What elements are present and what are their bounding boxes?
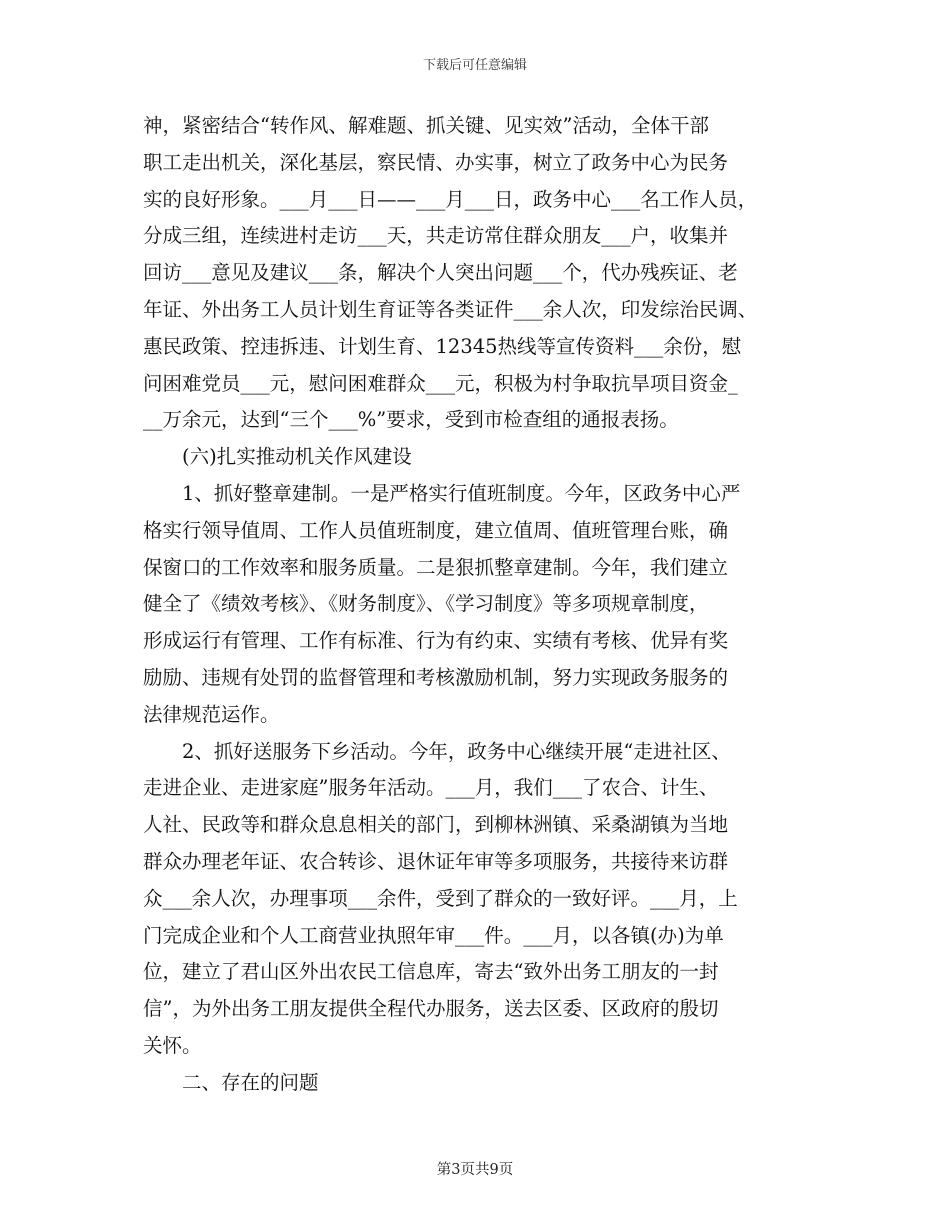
text-line: 格实行领导值周、工作人员值班制度，建立值周、值班管理台账，确 [143,518,729,542]
text-line: 年证、外出务工人员计划生育证等各类证件___余人次，印发综治民调、 [143,297,758,321]
text-line: 形成运行有管理、工作有标准、行为有约束、实绩有考核、优异有奖 [143,629,729,653]
text-line: 神，紧密结合“转作风、解难题、抓关键、见实效”活动，全体干部 [143,114,709,137]
text-line: 1、抓好整章建制。一是严格实行值班制度。今年，区政务中心严 [143,481,741,505]
page-number-footer: 第3页共9页 [436,1162,514,1178]
text-line: 惠民政策、控违拆违、计划生育、12345热线等宣传资料___余份，慰 [143,334,742,358]
page-header: 下载后可任意编辑 [422,58,527,73]
text-line: 信”，为外出务工朋友提供全程代办服务，送去区委、区政府的殷切 [143,997,719,1021]
text-line: __万余元，达到“三个___%”要求，受到市检查组的通报表扬。 [143,408,679,432]
text-line: 群众办理老年证、农合转诊、退休证年审等多项服务，共接待来访群 [143,849,729,873]
text-line: 走进企业、走进家庭”服务年活动。___月，我们___了农合、计生、 [143,776,719,800]
text-line: 分成三组，连续进村走访___天，共走访常住群众朋友___户，收集并 [143,224,729,248]
text-line: 问困难党员___元，慰问困难群众___元，积极为村争取抗旱项目资金_ [143,371,738,395]
text-line: 实的良好形象。___月___日——___月___日，政务中心___名工作人员， [143,187,758,211]
text-line: 健全了《绩效考核》、《财务制度》、《学习制度》等多项规章制度， [143,592,709,616]
text-line: 职工走出机关，深化基层，察民情、办实事，树立了政务中心为民务 [143,150,729,174]
text-line: 法律规范运作。 [143,702,280,726]
document-body [143,108,823,1102]
section-heading: 二、存在的问题 [143,1070,319,1094]
text-line: 位，建立了君山区外出农民工信息库，寄去“致外出务工朋友的一封 [143,960,719,984]
text-line: 关怀。 [143,1033,202,1057]
text-line: 2、抓好送服务下乡活动。今年，政务中心继续开展“走进社区、 [143,739,731,763]
text-line: 回访___意见及建议___条，解决个人突出问题___个，代办残疾证、老 [143,261,738,285]
text-line: 人社、民政等和群众息息相关的部门，到柳林洲镇、采桑湖镇为当地 [143,813,729,837]
text-line: 保窗口的工作效率和服务质量。二是狠抓整章建制。今年，我们建立 [143,555,729,579]
text-line: 众___余人次，办理事项___余件，受到了群众的一致好评。___月，上 [143,886,738,910]
section-heading: (六)扎实推动机关作风建设 [143,445,412,469]
text-line: 门完成企业和个人工商营业执照年审___件。___月，以各镇(办)为单 [143,923,724,947]
text-line: 励励、违规有处罚的监督管理和考核激励机制，努力实现政务服务的 [143,665,729,689]
